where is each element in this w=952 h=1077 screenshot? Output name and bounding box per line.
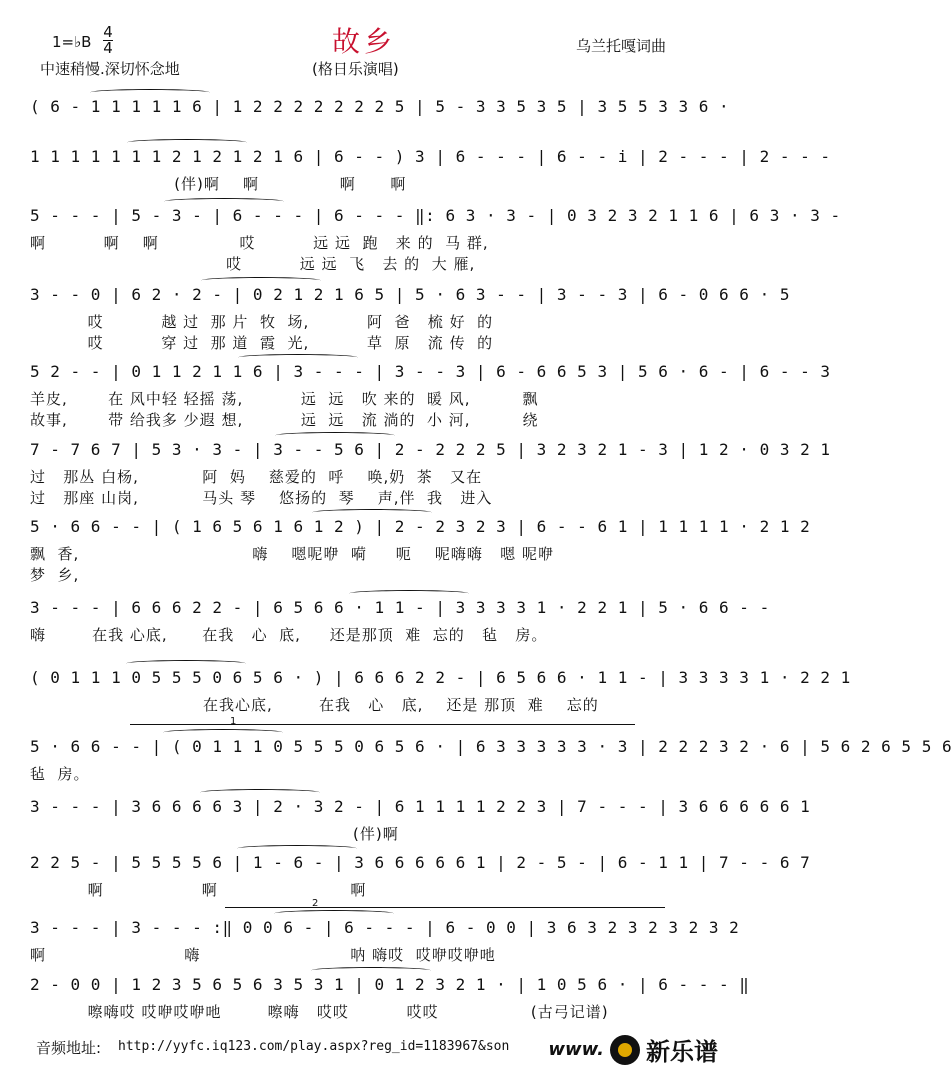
lyric-line: 啊 嗨 呐 嗨哎 哎咿哎咿吔 bbox=[30, 946, 496, 964]
volta-1-line bbox=[130, 724, 635, 725]
time-sig-top: 4 bbox=[103, 23, 113, 41]
score-notes-row: 3 - - 0 | 6 2 · 2 - | 0 2 1 2 1 6 5 | 5 · 6 3 - - | 3 - - 3 | 6 - 0 6 6 · 5 bbox=[30, 285, 790, 304]
lyric-line: 过 那丛 白杨, 阿 妈 慈爱的 呼 唤,奶 茶 又在 bbox=[30, 468, 483, 486]
lyric-line: 啊 啊 啊 哎 远 远 跑 来 的 马 群, bbox=[30, 234, 489, 252]
score-notes-row: 3 - - - | 6 6 6 2 2 - | 6 5 6 6 · 1 1 - | 3 3 3 3 1 · 2 2 1 | 5 · 6 6 - - bbox=[30, 598, 770, 617]
slur-mark bbox=[163, 729, 283, 736]
lyric-line: 啊 啊 啊 bbox=[30, 881, 367, 899]
score-notes-row: 5 2 - - | 0 1 1 2 1 1 6 | 3 - - - | 3 - - 3 | 6 - 6 6 5 3 | 5 6 · 6 - | 6 - - 3 bbox=[30, 362, 831, 381]
lyric-line: 哎 远 远 飞 去 的 大 雁, bbox=[30, 255, 476, 273]
site-prefix: www. bbox=[548, 1039, 604, 1060]
slur-mark bbox=[127, 139, 247, 146]
score-notes-row: 5 · 6 6 - - | ( 0 1 1 1 0 5 5 5 0 6 5 6 · | 6 3 3 3 3 3 · 3 | 2 2 2 3 2 · 6 | 5 6 2 6 5 5 6 bbox=[30, 737, 952, 756]
lyric-line: 过 那座 山岗, 马头 琴 悠扬的 琴 声,伴 我 进入 bbox=[30, 489, 493, 507]
lyric-line: 羊皮, 在 风中轻 轻摇 荡, 远 远 吹 来的 暖 风, 飘 bbox=[30, 390, 539, 408]
lyric-line: 故事, 带 给我多 少遐 想, 远 远 流 淌的 小 河, 绕 bbox=[30, 411, 539, 429]
slur-mark bbox=[274, 910, 394, 917]
slur-mark bbox=[349, 590, 469, 597]
brand-name: 新乐谱 bbox=[646, 1038, 718, 1066]
slur-mark bbox=[201, 277, 321, 284]
score-notes-row: 3 - - - | 3 - - - :‖ 0 0 6 - | 6 - - - | 6 - 0 0 | 3 6 3 2 3 2 3 2 3 2 bbox=[30, 918, 740, 937]
time-signature bbox=[103, 25, 113, 55]
audio-label: 音频地址: bbox=[36, 1039, 102, 1057]
lyric-line: 哎 越 过 那 片 牧 场, 阿 爸 梳 好 的 bbox=[30, 313, 494, 331]
volta-2-line bbox=[225, 907, 665, 908]
score-notes-row: 5 · 6 6 - - | ( 1 6 5 6 1 6 1 2 ) | 2 - 2 3 2 3 | 6 - - 6 1 | 1 1 1 1 · 2 1 2 bbox=[30, 517, 811, 536]
composer: 乌兰托嘎词曲 bbox=[576, 37, 667, 55]
score-notes-row: 2 2 5 - | 5 5 5 5 6 | 1 - 6 - | 3 6 6 6 6 6 1 | 2 - 5 - | 6 - 1 1 | 7 - - 6 7 bbox=[30, 853, 811, 872]
audio-url[interactable]: http://yyfc.iq123.com/play.aspx?reg_id=1183967&son bbox=[118, 1039, 510, 1054]
lyric-line: 毡 房。 bbox=[30, 765, 90, 783]
key-signature: 1=♭B bbox=[52, 33, 92, 51]
lyric-line: 在我心底, 在我 心 底, 还是 那顶 难 忘的 bbox=[30, 696, 599, 714]
lyric-line: 飘 香, 嗨 嗯呢咿 嗬 呃 呢嗨嗨 嗯 呢咿 bbox=[30, 545, 554, 563]
score-notes-row: 2 - 0 0 | 1 2 3 5 6 5 6 3 5 3 1 | 0 1 2 3 2 1 · | 1 0 5 6 · | 6 - - - ‖ bbox=[30, 975, 750, 994]
lyric-line: (伴)啊 bbox=[30, 825, 399, 843]
score-notes-row: ( 6 - 1 1 1 1 1 6 | 1 2 2 2 2 2 2 2 5 | 5 - 3 3 5 3 5 | 3 5 5 3 3 6 · bbox=[30, 97, 730, 116]
music-disc-icon bbox=[610, 1035, 640, 1065]
time-sig-bottom: 4 bbox=[103, 39, 113, 57]
score-notes-row: 1 1 1 1 1 1 1 2 1 2 1 2 1 6 | 6 - - ) 3 | 6 - - - | 6 - - i | 2 - - - | 2 - - - bbox=[30, 147, 831, 166]
slur-mark bbox=[164, 198, 284, 205]
tempo-marking: 中速稍慢.深切怀念地 bbox=[40, 60, 180, 78]
lyric-line: 梦 乡, bbox=[30, 566, 80, 584]
slur-mark bbox=[90, 89, 210, 96]
lyric-line: 哎 穿 过 那 道 霞 光, 草 原 流 传 的 bbox=[30, 334, 494, 352]
lyric-line: 嗨 在我 心底, 在我 心 底, 还是那顶 难 忘的 毡 房。 bbox=[30, 626, 548, 644]
volta-2-number: 2 bbox=[312, 898, 319, 909]
slur-mark bbox=[275, 432, 395, 439]
volta-1-number: 1 bbox=[230, 716, 237, 727]
slur-mark bbox=[237, 845, 357, 852]
slur-mark bbox=[312, 509, 432, 516]
slur-mark bbox=[311, 967, 431, 974]
lyric-line: 嚓嗨哎 哎咿哎咿吔 嚓嗨 哎哎 哎哎 (古弓记谱) bbox=[30, 1003, 609, 1021]
site-brand[interactable] bbox=[548, 1032, 718, 1067]
score-notes-row: ( 0 1 1 1 0 5 5 5 0 6 5 6 · ) | 6 6 6 2 2 - | 6 5 6 6 · 1 1 - | 3 3 3 3 1 · 2 2 1 bbox=[30, 668, 851, 687]
song-title: 故乡 bbox=[332, 25, 397, 58]
performer: (格日乐演唱) bbox=[312, 60, 399, 78]
slur-mark bbox=[200, 789, 320, 796]
lyric-line: (伴)啊 啊 啊 啊 bbox=[30, 175, 407, 193]
score-notes-row: 7 - 7 6 7 | 5 3 · 3 - | 3 - - 5 6 | 2 - 2 2 2 5 | 3 2 3 2 1 - 3 | 1 2 · 0 3 2 1 bbox=[30, 440, 831, 459]
slur-mark bbox=[238, 354, 358, 361]
score-notes-row: 3 - - - | 3 6 6 6 6 3 | 2 · 3 2 - | 6 1 1 1 1 2 2 3 | 7 - - - | 3 6 6 6 6 6 1 bbox=[30, 797, 811, 816]
score-notes-row: 5 - - - | 5 - 3 - | 6 - - - | 6 - - - ‖: 6 3 · 3 - | 0 3 2 3 2 1 1 6 | 6 3 · 3 - bbox=[30, 206, 841, 225]
slur-mark bbox=[126, 660, 246, 667]
